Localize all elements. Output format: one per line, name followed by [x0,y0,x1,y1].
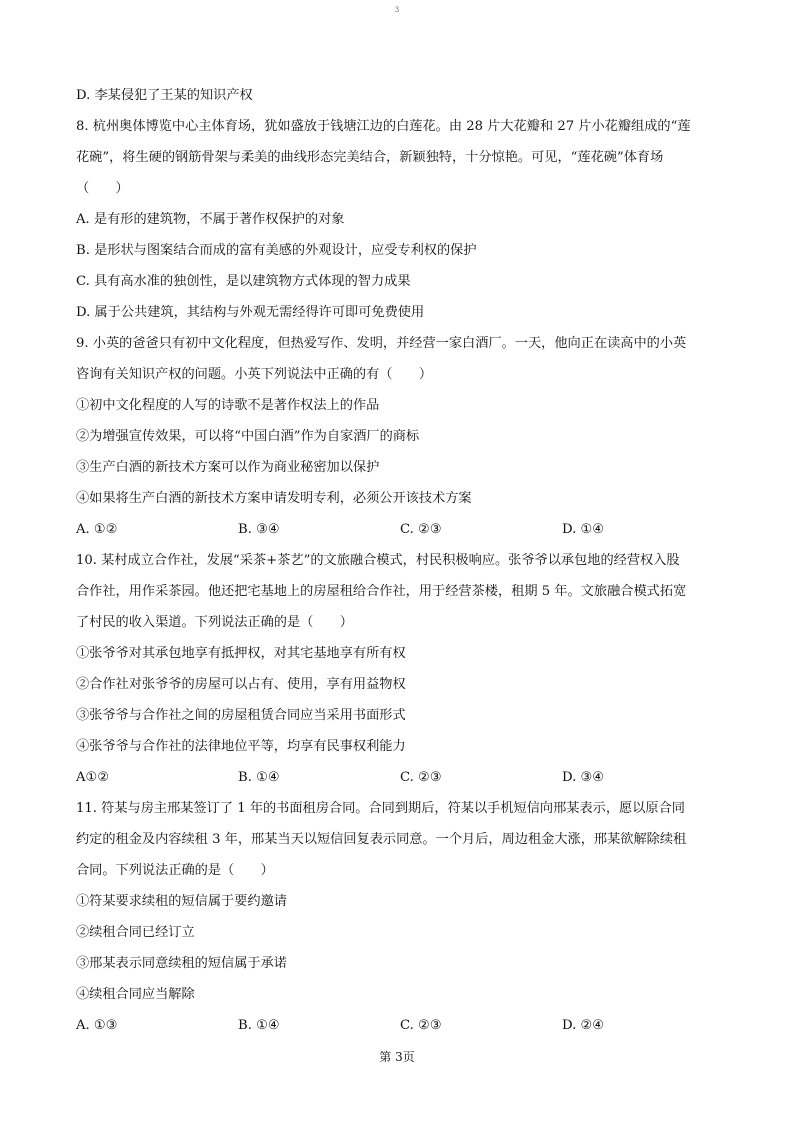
choice-a[interactable]: A. ①② [76,522,118,537]
question-stem-line: 10. 某村成立合作社，发展“采茶+茶艺”的文旅融合模式，村民积极响应。张爷爷以承包地的经营权入股 [76,553,680,568]
choice-d[interactable]: D. ③④ [562,770,605,785]
answer-choices [76,1010,726,1041]
page-content [76,80,726,1041]
statement-item: ③生产白酒的新技术方案可以作为商业秘密加以保护 [76,460,380,475]
question-stem-line: 9. 小英的爸爸只有初中文化程度，但热爱写作、发明，并经营一家白酒厂。一天，他向正在读高中的小英 [76,336,687,351]
question-8 [76,111,726,328]
option-d[interactable]: D. 属于公共建筑，其结构与外观无需经得许可即可免费使用 [76,305,425,320]
option-c[interactable]: C. 具有高水准的独创性，是以建筑物方式体现的智力成果 [76,274,411,289]
statement-item: ④张爷爷与合作社的法律地位平等，均享有民事权利能力 [76,739,406,754]
statement-item: ④续租合同应当解除 [76,987,195,1002]
question-stem-line: 了村民的收入渠道。下列说法正确的是（ ） [76,615,353,630]
statement-item: ②合作社对张爷爷的房屋可以占有、使用，享有用益物权 [76,677,406,692]
statement-item: ③邢某表示同意续租的短信属于承诺 [76,956,287,971]
choice-c[interactable]: C. ②③ [400,770,442,785]
question-stem-line: 花碗”，将生硬的钢筋骨架与柔美的曲线形态完美结合，新颖独特，十分惊艳。可见，“莲花碗”体育场 [76,150,664,165]
statement-item: ①符某要求续租的短信属于要约邀请 [76,894,287,909]
page-number: 第 3页 [379,1050,415,1064]
statement-item: ①初中文化程度的人写的诗歌不是著作权法上的作品 [76,398,380,413]
answer-choices [76,762,726,793]
prev-question-tail: D. 李某侵犯了王某的知识产权 [76,88,253,103]
question-stem-line: 8. 杭州奥体博览中心主体育场，犹如盛放于钱塘江边的白莲花。由 28 片大花瓣和 27 片小花瓣组成的“莲 [76,119,691,134]
answer-choices [76,514,726,545]
choice-d[interactable]: D. ②④ [562,1018,605,1033]
question-stem-line: （ ） [76,181,129,196]
option-a[interactable]: A. 是有形的建筑物，不属于著作权保护的对象 [76,212,345,227]
choice-c[interactable]: C. ②③ [400,522,442,537]
question-stem-line: 约定的租金及内容续租 3 年，邢某当天以短信回复表示同意。一个月后，周边租金大涨，邢某欲解除续租 [76,832,687,847]
question-9 [76,328,726,545]
choice-b[interactable]: B. ①④ [238,1018,280,1033]
page-top-mark: 3 [394,6,400,14]
choice-d[interactable]: D. ①④ [562,522,605,537]
question-stem-line: 合作社，用作采茶园。他还把宅基地上的房屋租给合作社，用于经营茶楼，租期 5 年。文旅融合模式拓宽 [76,584,687,599]
choice-a[interactable]: A. ①③ [76,1018,118,1033]
question-stem-line: 11. 符某与房主邢某签订了 1 年的书面租房合同。合同到期后，符某以手机短信向邢某表示，愿以原合同 [76,801,685,816]
option-b[interactable]: B. 是形状与图案结合而成的富有美感的外观设计，应受专利权的保护 [76,243,477,258]
choice-c[interactable]: C. ②③ [400,1018,442,1033]
statement-item: ②为增强宣传效果，可以将“中国白酒”作为自家酒厂的商标 [76,429,420,444]
question-10 [76,545,726,793]
question-stem-line: 咨询有关知识产权的问题。小英下列说法中正确的有（ ） [76,367,433,382]
question-stem-line: 合同。下列说法正确的是（ ） [76,863,274,878]
choice-b[interactable]: B. ①④ [238,770,280,785]
statement-item: ④如果将生产白酒的新技术方案申请发明专利，必须公开该技术方案 [76,491,472,506]
statement-item: ③张爷爷与合作社之间的房屋租赁合同应当采用书面形式 [76,708,406,723]
statement-item: ②续租合同已经订立 [76,925,195,940]
choice-b[interactable]: B. ③④ [238,522,280,537]
question-11 [76,793,726,1041]
choice-a[interactable]: A①② [76,770,110,785]
statement-item: ①张爷爷对其承包地享有抵押权，对其宅基地享有所有权 [76,646,406,661]
